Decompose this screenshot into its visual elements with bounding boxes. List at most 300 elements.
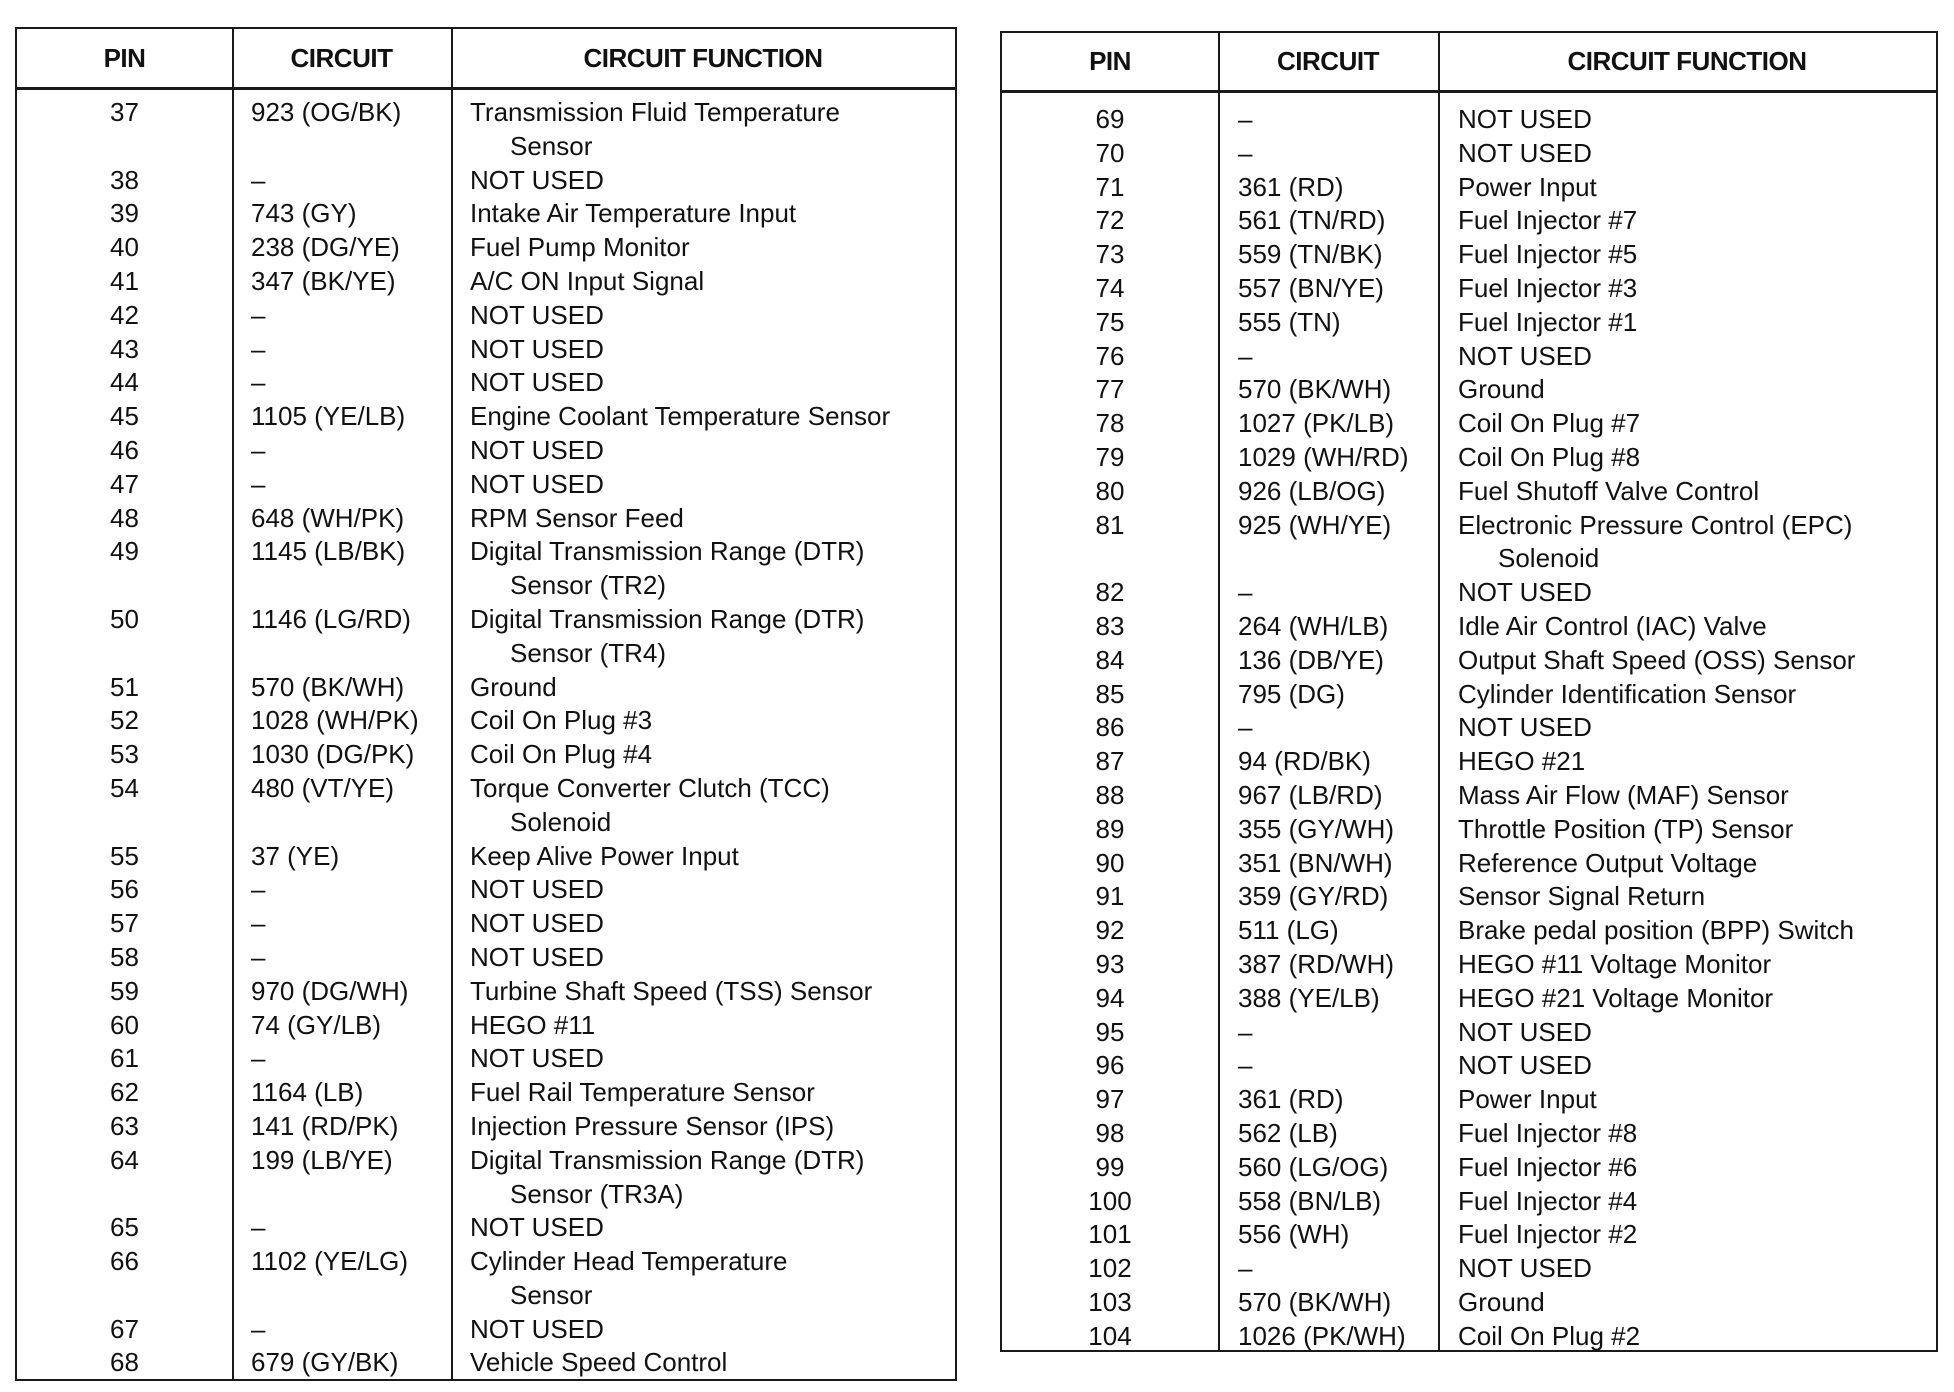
circuit-function-text: NOT USED xyxy=(470,333,604,364)
circuit-function xyxy=(470,840,739,874)
pin-number: 63 xyxy=(110,1110,139,1141)
circuit-function xyxy=(1458,711,1592,745)
circuit-code: 511 (LG) xyxy=(1238,915,1339,946)
table-body xyxy=(17,96,955,1380)
table-row xyxy=(1002,1151,1936,1185)
circuit-code: – xyxy=(1238,1253,1253,1284)
circuit-code: – xyxy=(1238,1050,1253,1081)
table-row xyxy=(1002,914,1936,948)
table-row xyxy=(17,1076,955,1110)
pin-number: 43 xyxy=(110,333,139,364)
pin-number: 94 xyxy=(1095,982,1125,1013)
circuit-code: 1105 (YE/LB) xyxy=(251,401,406,432)
circuit-function-text: Keep Alive Power Input xyxy=(470,840,739,871)
circuit-code: – xyxy=(251,333,266,364)
circuit-function-text: HEGO #21 Voltage Monitor xyxy=(1458,982,1774,1013)
circuit-function-text: Digital Transmission Range (DTR) xyxy=(470,536,865,567)
pin-number: 48 xyxy=(110,502,139,533)
circuit-function-text: RPM Sensor Feed xyxy=(470,502,684,533)
circuit-code: 1146 (LG/RD) xyxy=(251,603,411,634)
circuit-function-continuation: Solenoid xyxy=(1498,543,1600,574)
circuit-function xyxy=(470,704,652,738)
circuit-code: 1102 (YE/LG) xyxy=(251,1246,409,1277)
circuit-function-text: Engine Coolant Temperature Sensor xyxy=(470,401,891,432)
circuit-code: 1029 (WH/RD) xyxy=(1238,441,1409,472)
table-row xyxy=(1002,137,1936,171)
pin-number: 57 xyxy=(110,908,139,939)
circuit-function xyxy=(470,1076,815,1110)
table-row xyxy=(1002,103,1936,137)
circuit-code: – xyxy=(1238,137,1253,168)
table-row xyxy=(1002,1016,1936,1050)
circuit-function-text: Reference Output Voltage xyxy=(1458,847,1758,878)
table-row xyxy=(1002,779,1936,813)
table-row xyxy=(17,468,955,502)
pin-number: 44 xyxy=(110,367,139,398)
circuit-function xyxy=(470,1245,787,1313)
pin-number: 67 xyxy=(110,1313,139,1344)
circuit-function xyxy=(1458,1151,1637,1185)
circuit-function xyxy=(1458,171,1597,205)
circuit-function xyxy=(1458,610,1767,644)
circuit-function-text: Ground xyxy=(1458,1286,1545,1317)
circuit-function xyxy=(1458,880,1705,914)
circuit-code: – xyxy=(1238,577,1253,608)
table-row xyxy=(17,738,955,772)
circuit-function-text: Vehicle Speed Control xyxy=(470,1347,728,1378)
pin-number: 71 xyxy=(1095,171,1125,202)
header-circuit: CIRCUIT xyxy=(1277,46,1379,76)
pin-number: 93 xyxy=(1095,948,1125,979)
pin-number: 52 xyxy=(110,705,139,736)
pin-number: 76 xyxy=(1095,340,1125,371)
table-row xyxy=(17,197,955,231)
circuit-code: – xyxy=(1238,712,1253,743)
circuit-code: 925 (WH/YE) xyxy=(1238,509,1392,540)
table-row xyxy=(1002,204,1936,238)
table-row xyxy=(1002,847,1936,881)
circuit-function xyxy=(1458,373,1545,407)
circuit-function xyxy=(470,772,830,840)
circuit-function-text: NOT USED xyxy=(470,1313,604,1344)
table-header xyxy=(1002,33,1936,93)
table-row xyxy=(17,96,955,164)
circuit-function-text: Fuel Pump Monitor xyxy=(470,232,690,263)
circuit-function-text: Fuel Injector #4 xyxy=(1458,1185,1638,1216)
pin-number: 91 xyxy=(1095,881,1125,912)
circuit-code: 361 (RD) xyxy=(1238,171,1344,202)
circuit-code: 555 (TN) xyxy=(1238,306,1341,337)
circuit-code: – xyxy=(251,299,266,330)
header-circuit: CIRCUIT xyxy=(290,42,393,73)
circuit-function-text: Idle Air Control (IAC) Valve xyxy=(1458,610,1767,641)
table-row xyxy=(1002,171,1936,205)
circuit-function-text: Cylinder Head Temperature xyxy=(470,1246,788,1277)
circuit-code: 970 (DG/WH) xyxy=(251,975,409,1006)
pin-number: 69 xyxy=(1095,104,1125,134)
circuit-function xyxy=(470,975,872,1009)
pin-number: 41 xyxy=(110,265,139,296)
circuit-code: 923 (OG/BK) xyxy=(251,97,402,127)
circuit-function-text: Output Shaft Speed (OSS) Sensor xyxy=(1458,644,1856,675)
circuit-function-text: Transmission Fluid Temperature xyxy=(470,97,840,127)
circuit-function-text: Coil On Plug #4 xyxy=(470,739,653,770)
table-row xyxy=(1002,644,1936,678)
pin-number: 80 xyxy=(1095,475,1125,506)
table-row xyxy=(17,1144,955,1212)
pin-number: 96 xyxy=(1095,1050,1125,1081)
pin-number: 102 xyxy=(1088,1253,1132,1284)
circuit-code: 1026 (PK/WH) xyxy=(1238,1320,1406,1351)
circuit-function-continuation: Solenoid xyxy=(510,806,612,837)
circuit-code: 1145 (LB/BK) xyxy=(251,536,406,567)
circuit-function-continuation: Sensor (TR2) xyxy=(510,570,667,601)
circuit-function-text: Digital Transmission Range (DTR) xyxy=(470,1144,865,1175)
circuit-function-text: Torque Converter Clutch (TCC) xyxy=(470,772,830,803)
circuit-code: – xyxy=(1238,104,1253,134)
table-row xyxy=(17,1245,955,1313)
pin-number: 59 xyxy=(110,975,139,1006)
circuit-function-text: Fuel Injector #5 xyxy=(1458,239,1638,270)
pin-number: 58 xyxy=(110,941,139,972)
table-row xyxy=(1002,373,1936,407)
circuit-function-text: Fuel Rail Temperature Sensor xyxy=(470,1077,815,1108)
pin-number: 89 xyxy=(1095,813,1125,844)
pin-number: 62 xyxy=(110,1077,139,1108)
circuit-code: 94 (RD/BK) xyxy=(1238,746,1371,777)
circuit-code: – xyxy=(251,367,266,398)
circuit-function xyxy=(470,333,604,367)
circuit-code: 743 (GY) xyxy=(251,198,357,229)
circuit-function-text: HEGO #11 Voltage Monitor xyxy=(1458,948,1772,979)
circuit-function-text: Fuel Injector #7 xyxy=(1458,205,1638,236)
circuit-function-text: NOT USED xyxy=(1458,577,1592,608)
table-row xyxy=(17,366,955,400)
circuit-function-text: Power Input xyxy=(1458,171,1597,202)
circuit-function-text: NOT USED xyxy=(470,164,604,195)
circuit-code: – xyxy=(251,468,266,499)
circuit-code: 355 (GY/WH) xyxy=(1238,813,1395,844)
pin-number: 97 xyxy=(1095,1084,1125,1115)
table-row xyxy=(17,400,955,434)
circuit-code: 561 (TN/RD) xyxy=(1238,205,1386,236)
table-row xyxy=(1002,813,1936,847)
circuit-function-text: Coil On Plug #7 xyxy=(1458,408,1641,439)
circuit-function xyxy=(1458,272,1637,306)
pin-number: 53 xyxy=(110,739,139,770)
header-circuit-function: CIRCUIT FUNCTION xyxy=(583,42,823,73)
pin-number: 92 xyxy=(1095,915,1125,946)
circuit-function xyxy=(470,1211,604,1245)
circuit-code: 136 (DB/YE) xyxy=(1238,644,1384,675)
circuit-function-text: NOT USED xyxy=(1458,104,1592,134)
table-row xyxy=(1002,1083,1936,1117)
circuit-function xyxy=(1458,1016,1592,1050)
pin-number: 39 xyxy=(110,198,139,229)
circuit-function-text: NOT USED xyxy=(470,1212,604,1243)
circuit-function xyxy=(470,873,604,907)
circuit-code: – xyxy=(251,1043,266,1074)
table-row xyxy=(17,299,955,333)
table-row xyxy=(1002,1049,1936,1083)
pin-table-right xyxy=(1000,31,1938,1352)
circuit-code: 1028 (WH/PK) xyxy=(251,705,419,736)
table-row xyxy=(1002,1218,1936,1252)
table-row xyxy=(17,975,955,1009)
circuit-function-text: HEGO #21 xyxy=(1458,746,1586,777)
circuit-function xyxy=(470,1144,864,1212)
circuit-code: 351 (BN/WH) xyxy=(1238,847,1393,878)
pin-number: 61 xyxy=(110,1043,139,1074)
circuit-function xyxy=(470,738,652,772)
pin-number: 40 xyxy=(110,232,139,263)
pin-number: 98 xyxy=(1095,1117,1125,1148)
circuit-code: 361 (RD) xyxy=(1238,1084,1344,1115)
pin-number: 49 xyxy=(110,536,139,567)
circuit-function xyxy=(1458,407,1640,441)
circuit-function-text: NOT USED xyxy=(470,367,604,398)
circuit-function xyxy=(470,671,557,705)
circuit-function xyxy=(1458,644,1855,678)
pin-number: 72 xyxy=(1095,205,1125,236)
table-row xyxy=(17,164,955,198)
pin-number: 74 xyxy=(1095,272,1125,303)
circuit-code: – xyxy=(251,874,266,905)
table-row xyxy=(17,907,955,941)
circuit-function-text: Cylinder Identification Sensor xyxy=(1458,678,1797,709)
circuit-function-text: NOT USED xyxy=(1458,137,1592,168)
circuit-function xyxy=(470,366,604,400)
circuit-function-text: Coil On Plug #2 xyxy=(1458,1320,1641,1351)
circuit-code: – xyxy=(251,1313,266,1344)
pin-number: 81 xyxy=(1095,509,1125,540)
pin-number: 64 xyxy=(110,1144,139,1175)
circuit-function-text: NOT USED xyxy=(470,874,604,905)
table-row xyxy=(1002,948,1936,982)
circuit-function xyxy=(1458,306,1637,340)
circuit-function xyxy=(1458,1185,1637,1219)
pin-number: 78 xyxy=(1095,408,1125,439)
circuit-function-text: Throttle Position (TP) Sensor xyxy=(1458,813,1794,844)
circuit-function-text: NOT USED xyxy=(470,468,604,499)
header-circuit-function: CIRCUIT FUNCTION xyxy=(1567,46,1807,76)
pin-number: 75 xyxy=(1095,306,1125,337)
pin-number: 70 xyxy=(1095,137,1125,168)
table-row xyxy=(17,333,955,367)
pin-number: 82 xyxy=(1095,577,1125,608)
table-row xyxy=(17,840,955,874)
table-row xyxy=(1002,1117,1936,1151)
table-row xyxy=(17,265,955,299)
circuit-function xyxy=(1458,745,1585,779)
table-row xyxy=(17,434,955,468)
table-row xyxy=(17,1110,955,1144)
circuit-function-continuation: Sensor (TR3A) xyxy=(510,1178,684,1209)
circuit-code: 359 (GY/RD) xyxy=(1238,881,1389,912)
pin-number: 101 xyxy=(1088,1219,1132,1250)
header-pin: PIN xyxy=(1089,46,1131,76)
pin-number: 99 xyxy=(1095,1151,1125,1182)
circuit-function-text: Power Input xyxy=(1458,1084,1597,1115)
table-row xyxy=(1002,272,1936,306)
circuit-function-text: Fuel Shutoff Valve Control xyxy=(1458,475,1760,506)
circuit-function-text: Ground xyxy=(470,671,557,702)
pin-number: 77 xyxy=(1095,374,1125,405)
circuit-code: 1030 (DG/PK) xyxy=(251,739,415,770)
circuit-function-text: Injection Pressure Sensor (IPS) xyxy=(470,1110,835,1141)
circuit-function-text: Digital Transmission Range (DTR) xyxy=(470,603,865,634)
circuit-code: 679 (GY/BK) xyxy=(251,1347,399,1378)
header-pin: PIN xyxy=(103,42,146,73)
circuit-code: 562 (LB) xyxy=(1238,1117,1338,1148)
circuit-function-text: NOT USED xyxy=(1458,1253,1592,1284)
pin-number: 54 xyxy=(110,772,139,803)
pin-number: 79 xyxy=(1095,441,1125,472)
table-row xyxy=(17,231,955,265)
table-row xyxy=(17,772,955,840)
table-row xyxy=(17,1042,955,1076)
table-row xyxy=(1002,509,1936,577)
circuit-function xyxy=(470,502,684,536)
circuit-function-continuation: Sensor xyxy=(510,1279,593,1310)
pin-number: 37 xyxy=(110,97,139,127)
table-row xyxy=(1002,982,1936,1016)
circuit-function-text: NOT USED xyxy=(470,908,604,939)
pin-number: 66 xyxy=(110,1246,139,1277)
circuit-code: 648 (WH/PK) xyxy=(251,502,405,533)
circuit-code: 199 (LB/YE) xyxy=(251,1144,393,1175)
circuit-code: 570 (BK/WH) xyxy=(1238,1286,1392,1317)
circuit-function xyxy=(1458,1049,1592,1083)
pin-number: 45 xyxy=(110,401,139,432)
pin-number: 95 xyxy=(1095,1016,1125,1047)
table-header xyxy=(17,29,955,90)
pin-number: 84 xyxy=(1095,644,1125,675)
circuit-function xyxy=(470,1313,604,1347)
circuit-function-text: NOT USED xyxy=(1458,712,1592,743)
circuit-function-text: Electronic Pressure Control (EPC) xyxy=(1458,509,1853,540)
circuit-code: 37 (YE) xyxy=(251,840,340,871)
pin-number: 55 xyxy=(110,840,139,871)
table-row xyxy=(17,535,955,603)
pin-number: 83 xyxy=(1095,610,1125,641)
circuit-function xyxy=(470,434,604,468)
circuit-function-text: Fuel Injector #6 xyxy=(1458,1151,1638,1182)
circuit-code: – xyxy=(251,164,266,195)
circuit-function-text: Turbine Shaft Speed (TSS) Sensor xyxy=(470,975,873,1006)
circuit-function-continuation: Sensor xyxy=(510,130,593,161)
circuit-function-text: HEGO #11 xyxy=(470,1009,596,1040)
pin-number: 85 xyxy=(1095,678,1125,709)
pin-number: 46 xyxy=(110,434,139,465)
table-row xyxy=(17,502,955,536)
circuit-function xyxy=(470,1042,604,1076)
table-row xyxy=(17,671,955,705)
circuit-function-text: A/C ON Input Signal xyxy=(470,265,705,296)
table-row xyxy=(1002,1185,1936,1219)
circuit-function xyxy=(470,299,604,333)
circuit-function-text: NOT USED xyxy=(1458,1016,1592,1047)
circuit-function xyxy=(1458,914,1854,948)
circuit-function xyxy=(1458,204,1637,238)
circuit-code: 1164 (LB) xyxy=(251,1077,364,1108)
circuit-code: 560 (LG/OG) xyxy=(1238,1151,1389,1182)
circuit-function-text: Fuel Injector #3 xyxy=(1458,272,1638,303)
circuit-function-text: NOT USED xyxy=(470,1043,604,1074)
circuit-code: 264 (WH/LB) xyxy=(1238,610,1389,641)
circuit-code: 926 (LB/OG) xyxy=(1238,475,1386,506)
circuit-code: – xyxy=(1238,340,1253,371)
table-row xyxy=(1002,1320,1936,1354)
circuit-code: – xyxy=(251,1212,266,1243)
circuit-code: 1027 (PK/LB) xyxy=(1238,408,1395,439)
circuit-code: 795 (DG) xyxy=(1238,678,1345,709)
table-row xyxy=(17,941,955,975)
circuit-function xyxy=(1458,813,1793,847)
circuit-code: 141 (RD/PK) xyxy=(251,1110,399,1141)
circuit-code: 387 (RD/WH) xyxy=(1238,948,1395,979)
circuit-function xyxy=(1458,441,1640,475)
circuit-function xyxy=(470,400,890,434)
circuit-code: 238 (DG/YE) xyxy=(251,232,400,263)
table-row xyxy=(1002,306,1936,340)
pin-table-left xyxy=(15,27,957,1381)
table-row xyxy=(1002,678,1936,712)
circuit-code: 388 (YE/LB) xyxy=(1238,982,1380,1013)
circuit-function-text: Fuel Injector #1 xyxy=(1458,306,1638,337)
circuit-function-text: Fuel Injector #8 xyxy=(1458,1117,1638,1148)
circuit-function xyxy=(1458,103,1592,137)
circuit-function-text: Coil On Plug #8 xyxy=(1458,441,1641,472)
table-row xyxy=(1002,711,1936,745)
table-row xyxy=(17,603,955,671)
circuit-code: 967 (LB/RD) xyxy=(1238,779,1383,810)
table-row xyxy=(1002,475,1936,509)
circuit-function xyxy=(1458,678,1796,712)
table-row xyxy=(1002,576,1936,610)
pin-number: 65 xyxy=(110,1212,139,1243)
table-row xyxy=(17,1211,955,1245)
circuit-code: 480 (VT/YE) xyxy=(251,772,395,803)
pin-number: 51 xyxy=(110,671,139,702)
circuit-code: 347 (BK/YE) xyxy=(251,265,396,296)
circuit-function xyxy=(470,164,604,198)
circuit-code: – xyxy=(1238,1016,1253,1047)
circuit-function-text: NOT USED xyxy=(1458,340,1592,371)
circuit-function xyxy=(470,197,796,231)
table-row xyxy=(1002,238,1936,272)
table-row xyxy=(1002,407,1936,441)
pin-number: 60 xyxy=(110,1009,139,1040)
circuit-function xyxy=(1458,847,1757,881)
table-row xyxy=(17,704,955,738)
circuit-function xyxy=(1458,948,1771,982)
table-row xyxy=(17,1009,955,1043)
circuit-function xyxy=(1458,238,1637,272)
circuit-function xyxy=(470,231,690,265)
circuit-function xyxy=(470,1110,834,1144)
circuit-function xyxy=(1458,1083,1597,1117)
circuit-function xyxy=(1458,340,1592,374)
circuit-function xyxy=(470,1346,727,1380)
pin-number: 104 xyxy=(1088,1320,1132,1351)
circuit-function xyxy=(470,941,604,975)
circuit-function xyxy=(470,265,704,299)
circuit-function-text: Intake Air Temperature Input xyxy=(470,198,797,229)
table-body xyxy=(1002,103,1936,1353)
pin-number: 56 xyxy=(110,874,139,905)
pin-number: 47 xyxy=(110,468,139,499)
